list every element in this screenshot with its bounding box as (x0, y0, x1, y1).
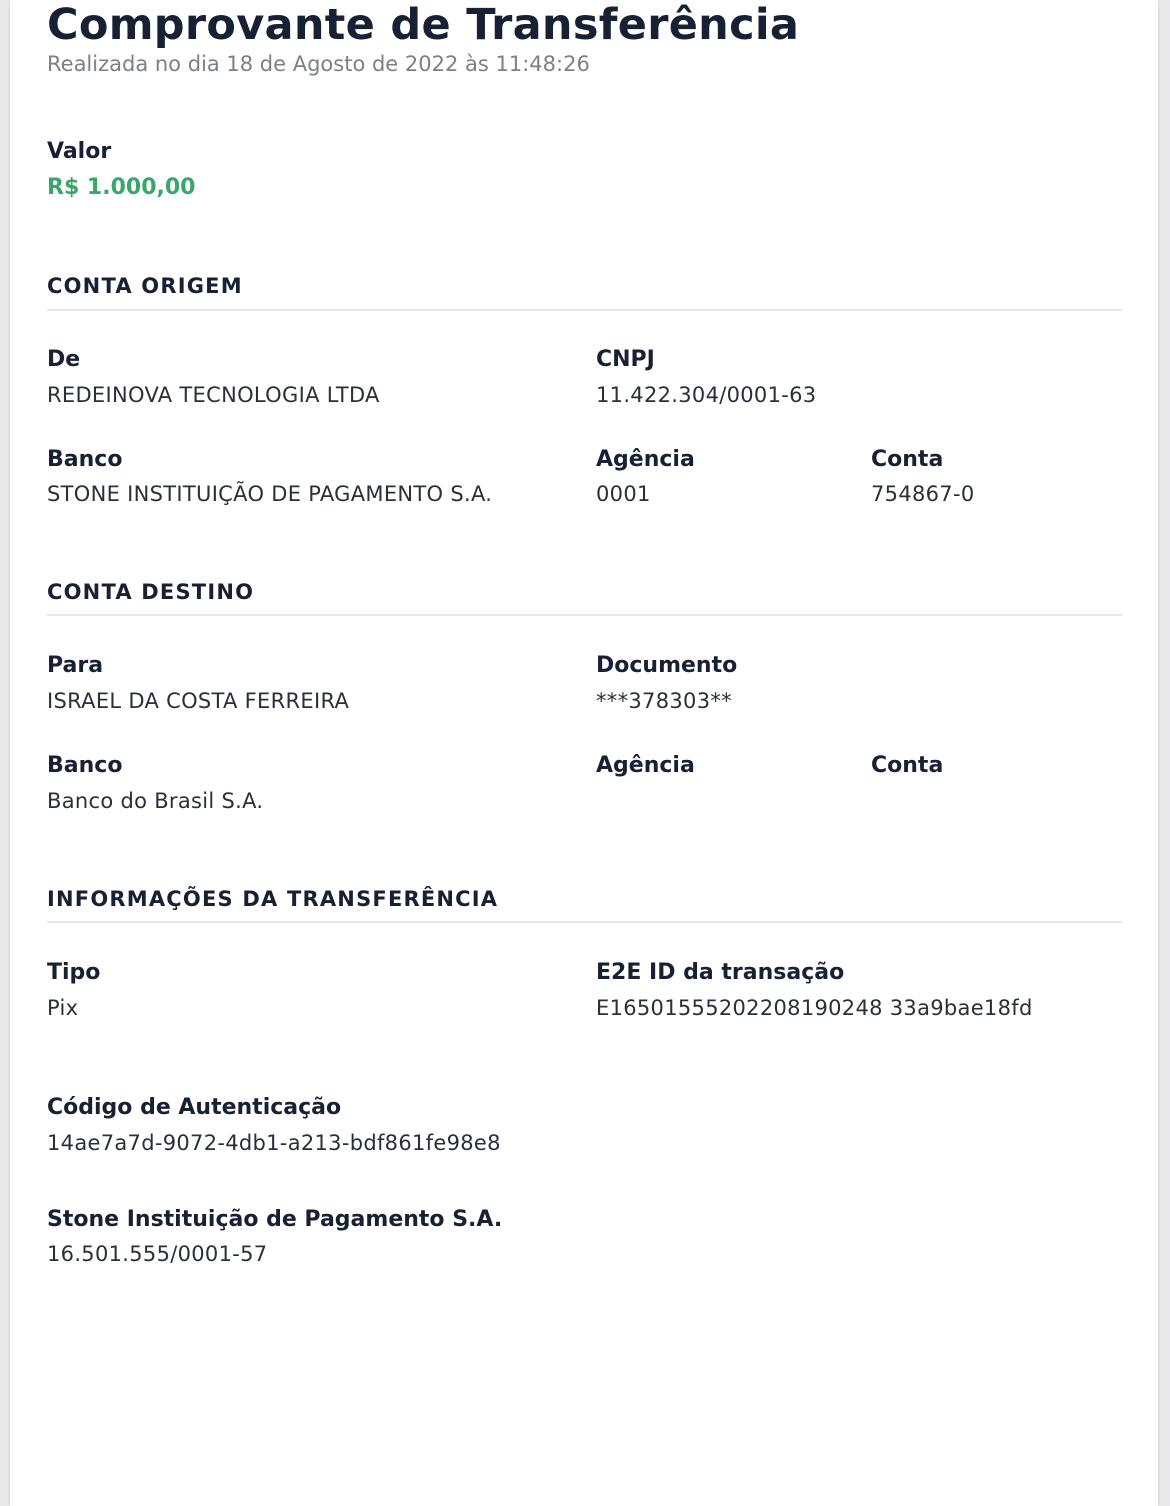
authentication-code-value: 14ae7a7d-9072-4db1-a213-bdf861fe98e8 (47, 1131, 501, 1155)
origin-account-value: 754867-0 (871, 482, 975, 506)
transfer-datetime: Realizada no dia 18 de Agosto de 2022 às 11:48:26 (47, 52, 590, 76)
destination-to-label: Para (47, 653, 104, 678)
destination-account-label: Conta (871, 753, 944, 778)
origin-agency-value: 0001 (596, 482, 651, 506)
destination-bank-value: Banco do Brasil S.A. (47, 789, 264, 813)
origin-from-label: De (47, 347, 81, 372)
page-title: Comprovante de Transferência (47, 0, 800, 50)
authentication-code-label: Código de Autenticação (47, 1095, 342, 1120)
destination-agency-label: Agência (596, 753, 695, 778)
origin-divider (47, 309, 1122, 311)
receipt-page (10, 0, 1158, 1506)
destination-document-label: Documento (596, 653, 738, 678)
destination-document-value: ***378303** (596, 689, 732, 713)
destination-to-value: ISRAEL DA COSTA FERREIRA (47, 689, 350, 713)
transfer-type-label: Tipo (47, 960, 101, 985)
amount-value: R$ 1.000,00 (47, 175, 196, 200)
origin-agency-label: Agência (596, 447, 695, 472)
destination-bank-label: Banco (47, 753, 123, 778)
destination-divider (47, 614, 1122, 616)
origin-cnpj-label: CNPJ (596, 347, 655, 372)
amount-label: Valor (47, 139, 112, 164)
origin-section-heading: CONTA ORIGEM (47, 274, 243, 298)
transfer-type-value: Pix (47, 996, 79, 1020)
origin-cnpj-value: 11.422.304/0001-63 (596, 383, 817, 407)
origin-from-value: REDEINOVA TECNOLOGIA LTDA (47, 383, 380, 407)
e2e-id-value: E16501555202208190248 33a9bae18fd (596, 996, 1033, 1020)
issuer-cnpj: 16.501.555/0001-57 (47, 1242, 268, 1266)
origin-bank-value: STONE INSTITUIÇÃO DE PAGAMENTO S.A. (47, 482, 493, 506)
origin-bank-label: Banco (47, 447, 123, 472)
e2e-id-label: E2E ID da transação (596, 960, 845, 985)
destination-section-heading: CONTA DESTINO (47, 580, 255, 604)
issuer-name: Stone Instituição de Pagamento S.A. (47, 1207, 503, 1232)
transfer-info-section-heading: INFORMAÇÕES DA TRANSFERÊNCIA (47, 887, 499, 911)
origin-account-label: Conta (871, 447, 944, 472)
transfer-info-divider (47, 921, 1122, 923)
